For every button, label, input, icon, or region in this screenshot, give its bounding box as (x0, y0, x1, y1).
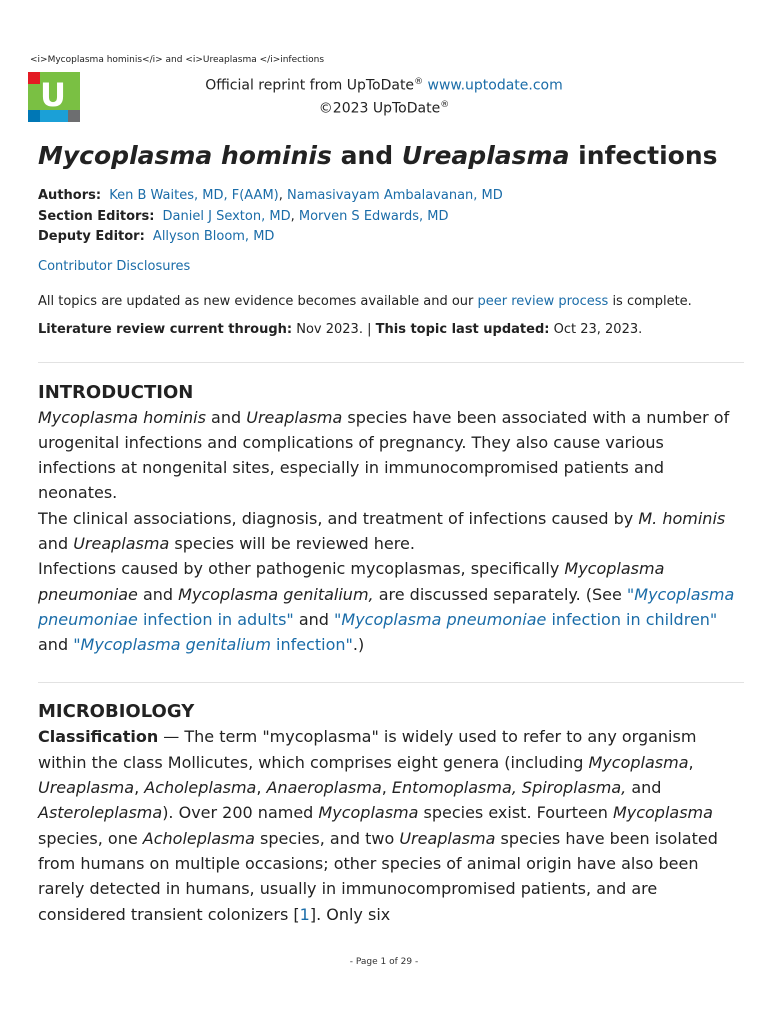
literature-review-date: Nov 2023. | (292, 321, 376, 337)
link-text: infection in adults (137, 609, 287, 629)
organism-name: M. hominis (638, 508, 726, 528)
title-organism-2: Ureaplasma (401, 141, 570, 170)
genus-name: Mycoplasma (612, 803, 713, 823)
text-run: species will be reviewed here. (169, 533, 415, 553)
last-updated-date: Oct 23, 2023. (549, 321, 643, 337)
microbiology-heading: MICROBIOLOGY (38, 701, 195, 723)
section-editor-link[interactable]: Morven S Edwards, MD (298, 208, 449, 224)
text-run: , (381, 778, 392, 798)
section-divider (38, 682, 744, 683)
text-run: , (134, 778, 145, 798)
text-run: ). Over 200 named (162, 803, 319, 823)
deputy-editor-row (38, 227, 744, 248)
title-suffix: infections (569, 141, 718, 170)
genus-name: Mycoplasma (588, 752, 689, 772)
section-divider (38, 362, 744, 363)
section-editors-label: Section Editors: (38, 208, 155, 224)
text-run: species, one (38, 828, 143, 848)
section-editor-link[interactable]: Daniel J Sexton, MD (162, 208, 291, 224)
link-mycoplasma-genitalium[interactable] (73, 635, 353, 654)
page-header: <i>Mycoplasma hominis</i> and <i>Ureaplasma </i>infections (30, 55, 325, 65)
title-organism-1: Mycoplasma hominis (38, 141, 332, 170)
microbiology-paragraph (38, 724, 744, 926)
author-link[interactable]: Ken B Waites, MD, F(AAM) (109, 188, 279, 203)
uptodate-url-link[interactable]: www.uptodate.com (427, 77, 563, 94)
update-note-end: is complete. (608, 293, 692, 309)
organism-name: Mycoplasma genitalium (80, 635, 271, 655)
contributor-disclosures-link[interactable]: Contributor Disclosures (38, 258, 191, 274)
text-run: .) (352, 635, 365, 655)
organism-name: Mycoplasma pneumoniae (341, 609, 547, 629)
intro-paragraph-2 (38, 506, 744, 557)
article-title (38, 138, 744, 174)
deputy-editor-link[interactable]: Allyson Bloom, MD (152, 229, 275, 244)
text-run: and (205, 407, 247, 427)
registered-mark-2: ® (440, 99, 450, 110)
section-editors-row (38, 207, 744, 228)
genus-name: Mycoplasma (318, 803, 419, 823)
quote-mark: " (345, 635, 353, 655)
text-run: , (688, 752, 694, 772)
text-run: ]. Only six (309, 904, 391, 924)
name-separator: , (278, 188, 287, 203)
text-run: and (38, 635, 74, 655)
text-run: and (293, 609, 335, 629)
article-content (38, 138, 744, 927)
peer-review-process-link[interactable]: peer review process (477, 293, 609, 309)
link-mycoplasma-pneumoniae-children[interactable] (334, 610, 717, 629)
quote-mark: " (334, 609, 342, 629)
update-note (38, 292, 744, 311)
organism-name: Mycoplasma pneumoniae (38, 559, 665, 604)
text-run: species, and two (254, 828, 400, 848)
intro-paragraph-1 (38, 405, 744, 506)
quote-mark: " (286, 609, 294, 629)
quote-mark: " (626, 584, 635, 604)
authors-row (38, 186, 744, 207)
link-text: infection in children (546, 609, 710, 629)
genus-name: Entomoplasma, Spiroplasma, (391, 778, 627, 798)
text-run: species have been associated with a number of urogenital infections and complications of pregnancy. They also cause various infections at nongenital sites, especially in immunocompromised patients and neonates. (38, 407, 730, 503)
logo-letter: U (40, 76, 66, 114)
text-run: and (626, 778, 662, 798)
genus-name: Ureaplasma (38, 778, 135, 798)
authors-label: Authors: (38, 188, 102, 203)
text-run: are discussed separately. (See (373, 584, 627, 604)
author-link[interactable]: Namasivayam Ambalavanan, MD (287, 188, 503, 203)
title-conjunction: and (331, 141, 402, 170)
link-text: infection (270, 635, 346, 655)
reprint-official: Official reprint from UpToDate (205, 77, 415, 94)
deputy-editor-label: Deputy Editor: (38, 229, 145, 244)
page-footer: - Page 1 of 29 - (349, 957, 419, 967)
article-metadata (38, 186, 744, 248)
last-updated-label: This topic last updated: (375, 321, 550, 337)
organism-name: Mycoplasma genitalium, (178, 584, 374, 604)
reprint-copyright: ©2023 UpToDate (318, 100, 441, 117)
text-run: , (256, 778, 267, 798)
organism-name: Mycoplasma pneumoniae (38, 584, 735, 629)
genus-name: Asteroleplasma (38, 803, 163, 823)
reference-link[interactable]: 1 (299, 904, 310, 924)
name-separator: , (290, 208, 299, 224)
genus-name: Acholeplasma (144, 778, 257, 798)
quote-mark: " (73, 635, 81, 655)
subheading-classification: Classification (38, 727, 159, 747)
text-run: and (38, 533, 74, 553)
update-note-text: All topics are updated as new evidence becomes available and our (38, 293, 478, 309)
review-dates (38, 320, 744, 339)
reprint-notice (0, 73, 768, 118)
text-run: — The term "mycoplasma" is widely used to refer to any organism within the class Mollicutes, which comprises eight genera (including (38, 727, 697, 772)
genus-name: Anaeroplasma (266, 778, 382, 798)
organism-name: Mycoplasma hominis (38, 407, 206, 427)
introduction-heading: INTRODUCTION (38, 381, 194, 403)
registered-mark: ® (414, 77, 424, 87)
genus-name: Ureaplasma (399, 828, 496, 848)
text-run: species have been isolated from humans on multiple occasions; other species of animal origin have also been rarely detected in humans, usually in immunocompromised patients, and are considered transient colonizers [ (38, 828, 718, 924)
quote-mark: " (709, 609, 718, 629)
organism-name: Ureaplasma (73, 533, 170, 553)
intro-paragraph-3 (38, 556, 744, 657)
text-run: The clinical associations, diagnosis, and treatment of infections caused by (38, 508, 639, 528)
text-run: Infections caused by other pathogenic mycoplasmas, specifically (38, 559, 565, 579)
genus-name: Acholeplasma (142, 828, 255, 848)
organism-name: Ureaplasma (246, 407, 343, 427)
text-run: species exist. Fourteen (418, 803, 613, 823)
text-run: and (137, 584, 179, 604)
literature-review-label: Literature review current through: (38, 321, 293, 337)
